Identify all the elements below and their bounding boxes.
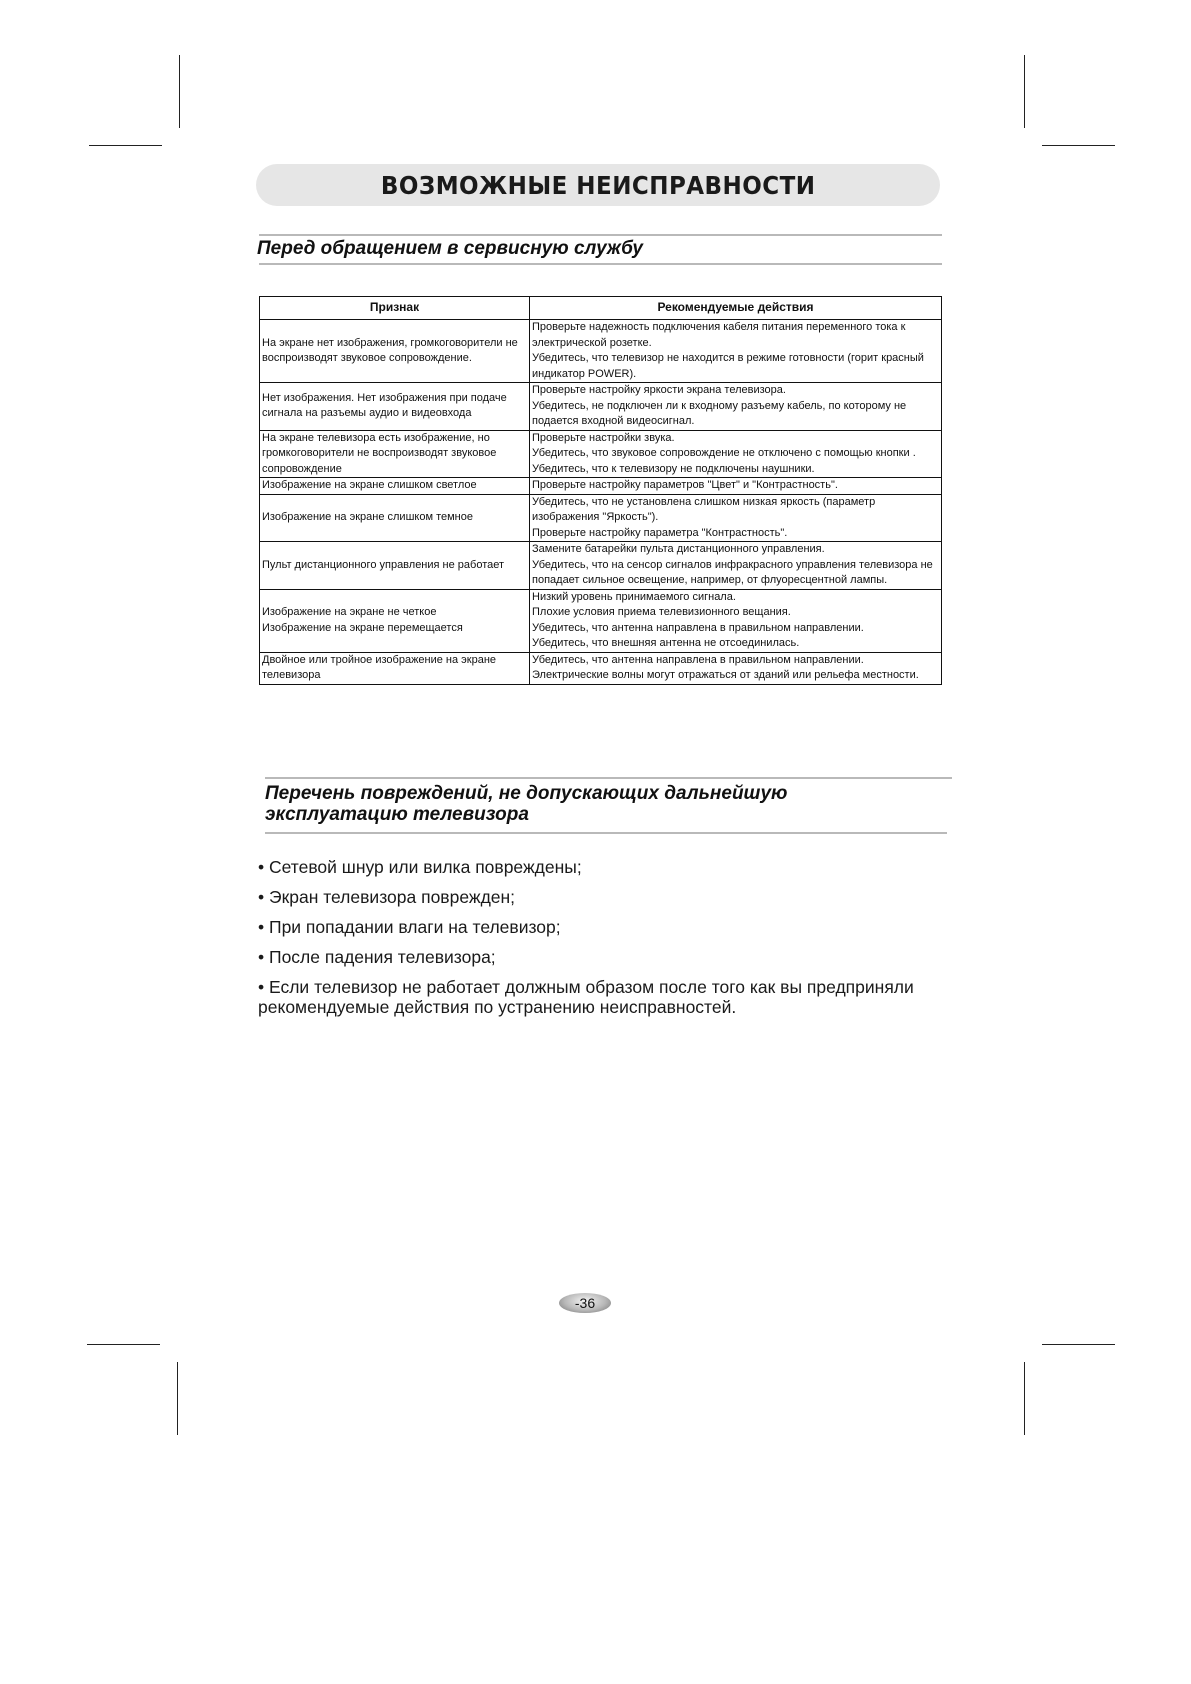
symptom-line: Двойное или тройное изображение на экране (262, 653, 497, 666)
section1-title: Перед обращением в сервисную службу (257, 238, 643, 259)
symptom-cell (260, 494, 530, 542)
section1-bottom-rule (259, 263, 942, 265)
column-header-symptom: Признак (260, 297, 530, 320)
symptom-cell (260, 383, 530, 431)
column-header-actions: Рекомендуемые действия (530, 297, 942, 320)
action-cell (530, 494, 942, 542)
action-line: попадает сильное освещение, например, от флуоресцентной лампы. (532, 574, 888, 586)
table-row (260, 320, 942, 383)
section2-title-line-1: Перечень повреждений, не допускающих дальнейшую (265, 783, 788, 804)
symptom-line: Изображение на экране слишком темное (262, 511, 473, 523)
symptom-cell (260, 430, 530, 478)
symptom-cell (260, 478, 530, 495)
list-item: • При попадании влаги на телевизор; (258, 917, 561, 937)
list-item: • Сетевой шнур или вилка повреждены; (258, 857, 582, 877)
crop-mark-top-right-horizontal (1042, 145, 1115, 146)
action-cell (530, 652, 942, 684)
table-row (260, 478, 942, 495)
action-line: Проверьте настройки звука. (532, 431, 675, 444)
crop-mark-bottom-left-horizontal (87, 1344, 160, 1345)
action-line: Убедитесь, что антенна направлена в правильном направлении. (532, 621, 864, 634)
section2-bottom-rule (265, 832, 947, 834)
section1-top-rule (259, 234, 942, 236)
action-line: подается входной видеосигнал. (532, 415, 695, 427)
action-line: Убедитесь, что к телевизору не подключены наушники. (532, 462, 815, 475)
action-line: Электрические волны могут отражаться от зданий или рельефа местности. (532, 669, 919, 681)
symptom-cell (260, 320, 530, 383)
table-row (260, 430, 942, 478)
action-cell (530, 320, 942, 383)
symptom-line: На экране нет изображения, громкоговорители не (262, 336, 518, 349)
section2-title-line-2: эксплуатацию телевизора (265, 804, 529, 825)
page-title-bar (256, 164, 940, 206)
action-line: изображения "Яркость"). (532, 511, 659, 523)
action-line: Убедитесь, что не установлена слишком низкая яркость (параметр (532, 495, 876, 508)
section2-top-rule (265, 777, 952, 779)
list-item: • Экран телевизора поврежден; (258, 887, 516, 907)
action-line: Убедитесь, что на сенсор сигналов инфракрасного управления телевизора не (532, 558, 933, 571)
symptom-line: сигнала на разъемы аудио и видеовхода (262, 407, 472, 420)
action-line: Убедитесь, что внешняя антенна не отсоединилась. (532, 637, 800, 649)
action-line: индикатор POWER). (532, 367, 637, 380)
page-title: ВОЗМОЖНЫЕ НЕИСПРАВНОСТИ (380, 170, 816, 200)
symptom-cell (260, 589, 530, 652)
action-line: электрической розетке. (532, 336, 652, 349)
symptom-line: Изображение на экране слишком светлое (262, 479, 477, 491)
crop-mark-bottom-left-vertical (177, 1362, 178, 1435)
action-cell (530, 478, 942, 495)
page-number-badge (559, 1293, 611, 1313)
page-number: -36 (574, 1295, 596, 1311)
symptom-line: Нет изображения. Нет изображения при подаче (262, 391, 507, 404)
crop-mark-top-left-horizontal (89, 145, 162, 146)
symptom-line: сопровождение (262, 462, 342, 475)
action-cell (530, 430, 942, 478)
symptom-line: На экране телевизора есть изображение, но (262, 431, 490, 444)
action-line: Проверьте настройку параметра "Контрастность". (532, 526, 788, 539)
table-row (260, 542, 942, 590)
action-line: Убедитесь, что антенна направлена в правильном направлении. (532, 653, 864, 666)
symptom-line: Пульт дистанционного управления не работает (262, 558, 505, 571)
crop-mark-top-left-vertical (179, 55, 180, 128)
troubleshooting-table (259, 296, 942, 685)
crop-mark-bottom-right-horizontal (1042, 1344, 1115, 1345)
symptom-line: Изображение на экране перемещается (262, 621, 463, 634)
table-row (260, 652, 942, 684)
table-row (260, 383, 942, 431)
action-line: Проверьте настройку параметров "Цвет" и "Контрастность". (532, 479, 838, 491)
symptom-cell (260, 652, 530, 684)
action-line: Проверьте настройку яркости экрана телевизора. (532, 384, 786, 396)
action-cell (530, 589, 942, 652)
action-line: Убедитесь, что звуковое сопровождение не отключено с помощью кнопки . (532, 447, 916, 459)
list-item: • После падения телевизора; (258, 947, 496, 967)
symptom-line: Изображение на экране не четкое (262, 606, 437, 618)
section2-title (265, 783, 787, 825)
symptom-line: телевизора (262, 669, 321, 681)
table-row (260, 589, 942, 652)
crop-mark-top-right-vertical (1024, 55, 1025, 128)
action-line: Плохие условия приема телевизионного вещания. (532, 606, 791, 618)
table-row (260, 494, 942, 542)
symptom-line: громкоговорители не воспроизводят звуковое (262, 447, 497, 459)
action-line: Проверьте надежность подключения кабеля питания переменного тока к (532, 321, 906, 333)
damage-list (258, 857, 958, 1027)
symptom-line: воспроизводят звуковое сопровождение. (262, 352, 472, 364)
action-cell (530, 383, 942, 431)
action-line: Замените батарейки пульта дистанционного управления. (532, 543, 825, 555)
action-cell (530, 542, 942, 590)
list-item: • Если телевизор не работает должным образом после того как вы предприняли рекомендуемые действия по устранению неисправностей. (258, 977, 914, 1017)
action-line: Низкий уровень принимаемого сигнала. (532, 590, 736, 603)
crop-mark-bottom-right-vertical (1024, 1362, 1025, 1435)
symptom-cell (260, 542, 530, 590)
table-body (260, 320, 942, 685)
table-header-row (260, 297, 942, 320)
action-line: Убедитесь, не подключен ли к входному разъему кабель, по которому не (532, 399, 907, 412)
action-line: Убедитесь, что телевизор не находится в режиме готовности (горит красный (532, 352, 924, 364)
